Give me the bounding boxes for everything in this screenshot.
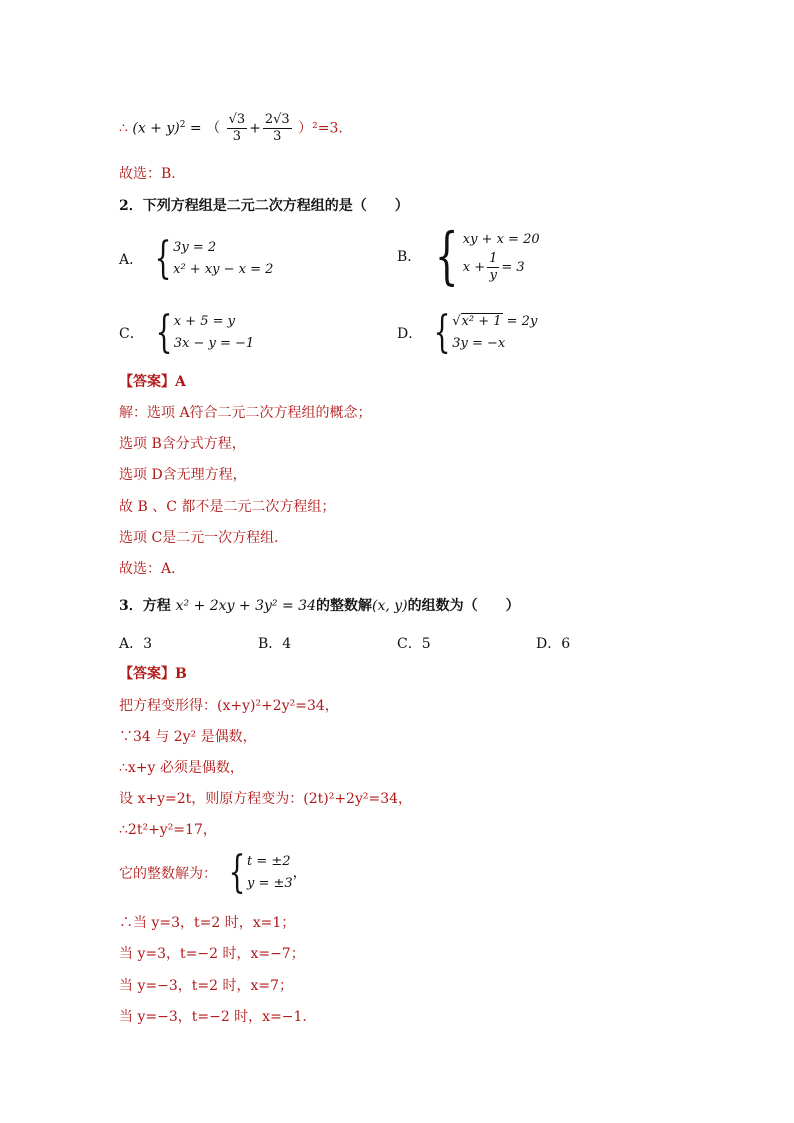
option-d: [397, 307, 538, 358]
q3-stem-part-b: 的整数解: [315, 598, 372, 614]
choose-b-line: 故选：B.: [119, 166, 176, 182]
option-c-eq1: x + 5 = y: [173, 314, 235, 329]
option-d-eq2: 3y = −x: [452, 336, 506, 351]
option-b-fraction-num: 1: [489, 250, 498, 266]
brace-icon: {: [433, 307, 451, 358]
option-a-eq2: x² + xy − x = 2: [173, 262, 274, 277]
q3-option-b: B．4: [258, 636, 292, 652]
q2-solution-line-4: 故 B 、C 都不是二元二次方程组；: [119, 499, 336, 515]
therefore-symbol: ∴: [119, 120, 128, 137]
integer-solution-tail: ，: [292, 865, 307, 881]
option-b-eq2: [463, 251, 540, 284]
q3-answer: 【答案】B: [119, 666, 187, 682]
integer-solution-line: [119, 847, 307, 898]
q2-solution-line-6: 故选：A．: [119, 561, 186, 577]
q3-case-3: 当 y=−3，t=2 时，x=7；: [119, 978, 293, 994]
equals-open: = （: [185, 120, 221, 137]
option-a: [119, 233, 274, 284]
fraction-2-numerator: 2√3: [264, 112, 290, 127]
lhs-exponent: 2: [179, 119, 186, 130]
brace-icon: {: [435, 219, 459, 292]
option-d-label: D．: [397, 326, 423, 342]
q3-option-a: A．3: [119, 636, 153, 652]
q3-solution-line-5: ∴2t²+y²=17，: [119, 822, 217, 838]
q3-case-2: 当 y=3，t=−2 时，x=−7；: [119, 946, 305, 962]
q2-solution-line-1: 解：选项 A符合二元二次方程组的概念；: [119, 405, 372, 421]
fraction-2-denominator: 3: [273, 129, 282, 144]
q3-option-d: D．6: [536, 636, 571, 652]
integer-solution-label: 它的整数解为：: [119, 866, 217, 882]
option-c-system: [174, 311, 254, 355]
option-c-label: C．: [119, 326, 144, 342]
result-line: [119, 112, 343, 145]
option-d-radicand: x² + 1: [461, 314, 502, 329]
integer-solution-eq1: t = ±2: [247, 854, 291, 869]
brace-icon: {: [155, 307, 173, 358]
q2-solution-line-3: 选项 D含无理方程，: [119, 467, 247, 483]
option-d-eq1-right: = 2y: [506, 314, 538, 329]
q3-option-c: C．5: [397, 636, 431, 652]
option-b-fraction: [487, 251, 499, 284]
option-d-system: [452, 311, 537, 355]
lhs-expression: (x + y): [132, 120, 180, 137]
option-a-label: A．: [119, 252, 144, 268]
fraction-1-denominator: 3: [232, 129, 241, 144]
option-b-eq2-left: x +: [462, 259, 486, 275]
q3-case-4: 当 y=−3，t=−2 时，x=−1．: [119, 1009, 317, 1025]
option-a-eq1: 3y = 2: [173, 240, 217, 255]
integer-solution-system: [247, 851, 293, 895]
question-2-stem: 2．下列方程组是二元二次方程组的是（ ）: [119, 198, 409, 214]
fraction-2: [263, 112, 292, 145]
q3-solution-line-3: ∴x+y 必须是偶数，: [119, 760, 244, 776]
q3-solution-line-2: ∵34 与 2y² 是偶数，: [119, 729, 257, 745]
option-b-eq1: xy + x = 20: [462, 231, 540, 247]
integer-solution-eq2: y = ±3: [247, 876, 293, 891]
result-tail: ）²=3.: [298, 120, 343, 137]
option-c: [119, 307, 255, 358]
option-b-fraction-den: y: [489, 267, 497, 283]
option-b-label: B．: [397, 249, 422, 265]
brace-icon: {: [154, 233, 172, 284]
option-c-eq2: 3x − y = −1: [173, 336, 255, 351]
question-3-stem: [119, 596, 520, 616]
q3-solution-line-1: 把方程变形得：(x+y)²+2y²=34，: [119, 698, 339, 714]
option-b-system: [463, 229, 540, 284]
q3-solution-line-4: 设 x+y=2t，则原方程变为：(2t)²+2y²=34，: [119, 791, 413, 807]
q3-pair: (x, y): [371, 598, 408, 614]
fraction-1: [227, 112, 248, 145]
plus-sign: +: [249, 120, 261, 137]
option-b: [397, 219, 540, 292]
option-a-system: [173, 237, 273, 281]
q2-answer: 【答案】A: [119, 374, 186, 390]
brace-icon: {: [228, 847, 246, 898]
q2-solution-line-2: 选项 B含分式方程，: [119, 436, 246, 452]
q2-solution-line-5: 选项 C是二元一次方程组．: [119, 530, 289, 546]
q3-stem-part-a: 3．方程: [119, 598, 176, 614]
q3-case-1: ∴当 y=3，t=2 时，x=1；: [119, 915, 296, 931]
q3-equation: x² + 2xy + 3y² = 34: [175, 598, 316, 614]
q3-stem-part-c: 的组数为（ ）: [407, 598, 520, 614]
option-b-eq2-right: = 3: [501, 259, 525, 275]
option-d-eq1: √x² + 1 = 2y: [452, 314, 538, 329]
fraction-1-numerator: √3: [228, 112, 246, 127]
